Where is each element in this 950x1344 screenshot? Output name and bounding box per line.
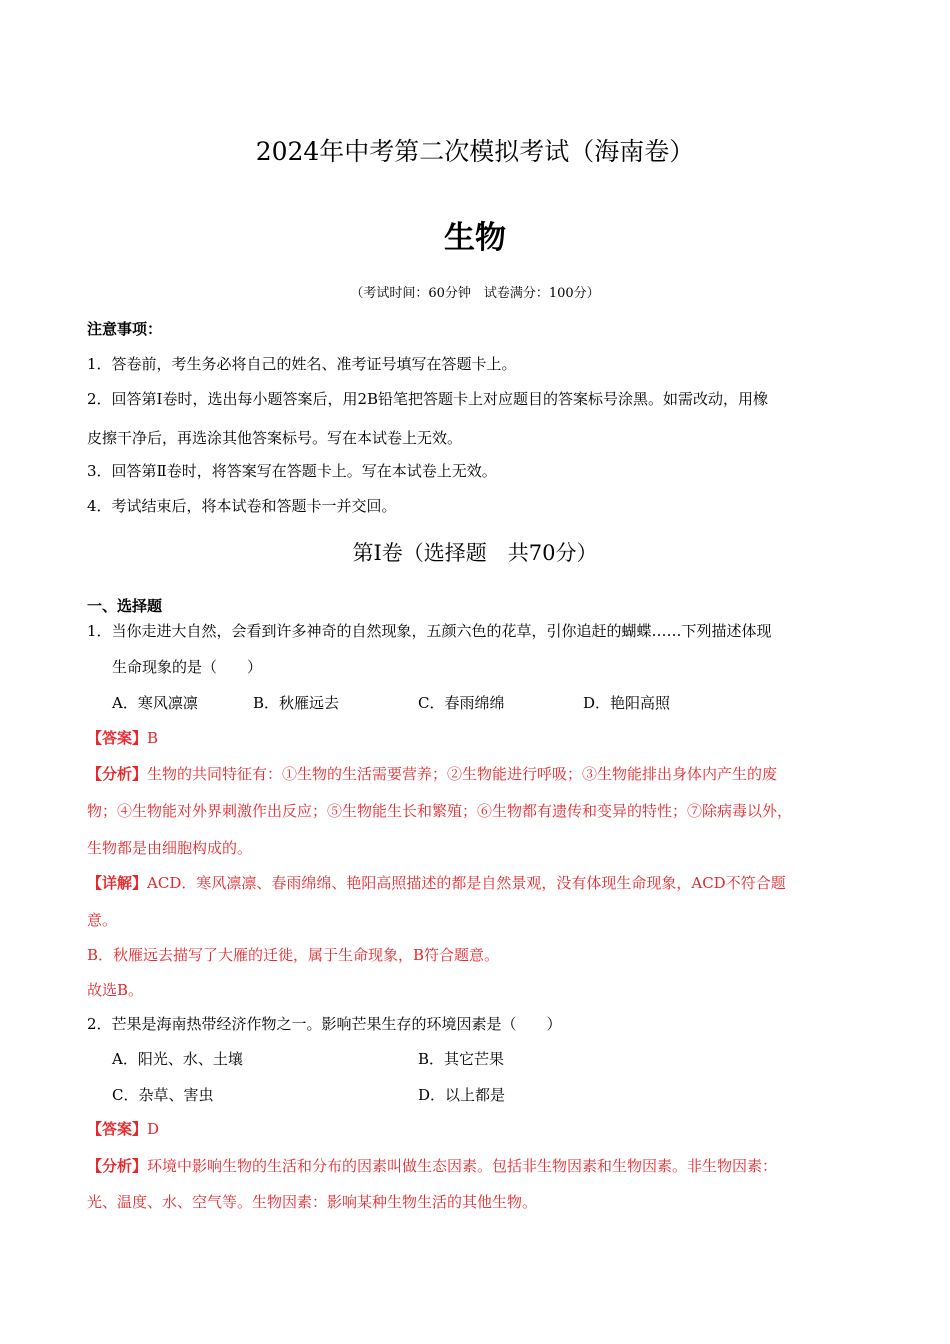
option-a: A．寒风凛凛 — [112, 694, 198, 712]
analysis-text: 生物的共同特征有：①生物的生活需要营养；②生物能进行呼吸；③生物能排出身体内产生的废 — [147, 765, 778, 783]
analysis-line — [87, 764, 777, 784]
answer-value: B — [147, 729, 159, 747]
part-heading: 一、选择题 — [87, 597, 163, 615]
analysis-line — [87, 1156, 777, 1176]
detail-text: ACD．寒风凛凛、春雨绵绵、艳阳高照描述的都是自然景观，没有体现生命现象，ACD不符合题 — [147, 874, 786, 892]
question-stem: 2．芒果是海南热带经济作物之一。影响芒果生存的环境因素是（ ） — [87, 1015, 562, 1033]
note-item: 1．答卷前，考生务必将自己的姓名、准考证号填写在答题卡上。 — [87, 355, 517, 373]
option-b: B．秋雁远去 — [253, 694, 340, 712]
detail-text: B．秋雁远去描写了大雁的迁徙，属于生命现象，B符合题意。 — [87, 946, 500, 964]
exam-info: （考试时间：60分钟 试卷满分：100分） — [350, 286, 600, 301]
answer-label: 【答案】 — [87, 1120, 148, 1138]
analysis-text: 光、温度、水、空气等。生物因素：影响某种生物生活的其他生物。 — [87, 1193, 538, 1211]
notes-heading: 注意事项： — [87, 320, 163, 338]
analysis-text: 生物都是由细胞构成的。 — [87, 839, 253, 857]
option-c: C．春雨绵绵 — [418, 694, 505, 712]
detail-label: 【详解】 — [87, 874, 148, 892]
analysis-text: 环境中影响生物的生活和分布的因素叫做生态因素。包括非生物因素和生物因素。非生物因素： — [147, 1157, 778, 1175]
page-title: 2024年中考第二次模拟考试（海南卷） — [255, 137, 695, 166]
analysis-text: 物；④生物能对外界刺激作出反应；⑤生物能生长和繁殖；⑥生物都有遗传和变异的特性；⑦除病毒以外， — [87, 802, 793, 820]
option-d: D．艳阳高照 — [583, 694, 671, 712]
option-a: A．阳光、水、土壤 — [112, 1050, 243, 1068]
subject-title: 生物 — [444, 220, 506, 256]
detail-text: 故选B。 — [87, 981, 144, 999]
answer-line — [87, 728, 158, 748]
answer-value: D — [147, 1120, 160, 1138]
analysis-label: 【分析】 — [87, 765, 148, 783]
analysis-label: 【分析】 — [87, 1157, 148, 1175]
option-c: C．杂草、害虫 — [112, 1086, 214, 1104]
note-item: 皮擦干净后，再选涂其他答案标号。写在本试卷上无效。 — [87, 429, 463, 447]
option-b: B．其它芒果 — [418, 1050, 505, 1068]
note-item: 3．回答第Ⅱ卷时，将答案写在答题卡上。写在本试卷上无效。 — [87, 462, 497, 480]
note-item: 4．考试结束后，将本试卷和答题卡一并交回。 — [87, 497, 397, 515]
note-item: 2．回答第Ⅰ卷时，选出每小题答案后，用2B铅笔把答题卡上对应题目的答案标号涂黑。如需改动，用橡 — [87, 390, 769, 408]
section-title: 第Ⅰ卷（选择题 共70分） — [352, 541, 598, 565]
detail-line — [87, 873, 786, 893]
answer-line — [87, 1119, 159, 1139]
question-stem: 1．当你走进大自然，会看到许多神奇的自然现象，五颜六色的花草，引你追赶的蝴蝶……下列描述体现 — [87, 622, 772, 640]
answer-label: 【答案】 — [87, 729, 148, 747]
question-stem: 生命现象的是（ ） — [112, 658, 263, 676]
detail-text: 意。 — [87, 911, 118, 929]
option-d: D．以上都是 — [418, 1086, 506, 1104]
